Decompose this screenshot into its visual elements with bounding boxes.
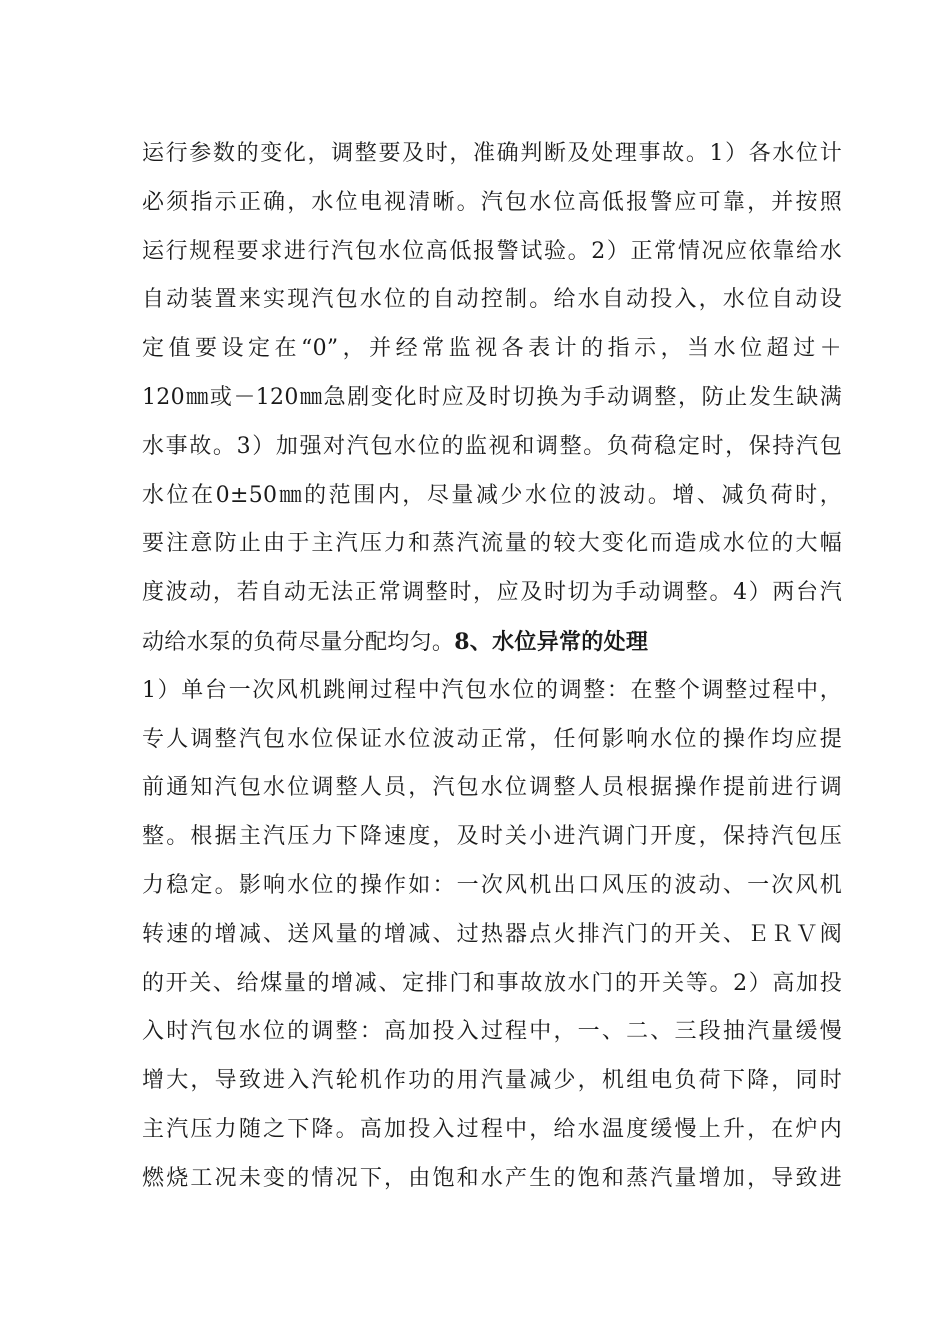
text-line: 主汽压力随之下降。高加投入过程中，给水温度缓慢上升，在炉内 xyxy=(142,1116,842,1142)
text-line: 运行参数的变化，调整要及时，准确判断及处理事故。1）各水位计 xyxy=(142,141,842,166)
text-line: 专人调整汽包水位保证水位波动正常，任何影响水位的操作均应提 xyxy=(142,726,842,752)
text-line: 前通知汽包水位调整人员，汽包水位调整人员根据操作提前进行调 xyxy=(142,775,842,801)
text-line: 入时汽包水位的调整：高加投入过程中，一、二、三段抽汽量缓慢 xyxy=(142,1019,842,1045)
body-text xyxy=(142,130,842,1204)
text-line: 力稳定。影响水位的操作如：一次风机出口风压的波动、一次风机 xyxy=(142,872,842,898)
text-line: 要注意防止由于主汽压力和蒸汽流量的较大变化而造成水位的大幅 xyxy=(142,531,842,557)
text-line: 水位在0±50㎜的范围内，尽量减少水位的波动。增、减负荷时， xyxy=(142,482,842,508)
text-line: 运行规程要求进行汽包水位高低报警试验。2）正常情况应依靠给水 xyxy=(142,238,842,264)
text-line: 整。根据主汽压力下降速度，及时关小进汽调门开度，保持汽包压 xyxy=(142,824,842,850)
text-line: 增大，导致进入汽轮机作功的用汽量减少，机组电负荷下降，同时 xyxy=(142,1068,842,1094)
text-line: 必须指示正确，水位电视清晰。汽包水位高低报警应可靠，并按照 xyxy=(142,189,842,215)
text-line: 自动装置来实现汽包水位的自动控制。给水自动投入，水位自动设 xyxy=(142,287,842,313)
text-line: 燃烧工况未变的情况下，由饱和水产生的饱和蒸汽量增加，导致进 xyxy=(142,1165,842,1191)
text-line: 转速的增减、送风量的增减、过热器点火排汽门的开关、ＥＲＶ阀 xyxy=(142,921,842,947)
text-line: 1）单台一次风机跳闸过程中汽包水位的调整：在整个调整过程中， xyxy=(142,677,842,703)
text-line: 的开关、给煤量的增减、定排门和事故放水门的开关等。2）高加投 xyxy=(142,970,842,996)
text-line: 120㎜或－120㎜急剧变化时应及时切换为手动调整，防止发生缺满 xyxy=(142,384,842,410)
text-line-with-heading xyxy=(142,618,842,667)
text-line: 定值要设定在“0”，并经常监视各表计的指示，当水位超过＋ xyxy=(142,336,842,362)
text-line: 水事故。3）加强对汽包水位的监视和调整。负荷稳定时，保持汽包 xyxy=(142,433,842,459)
text-line: 度波动，若自动无法正常调整时，应及时切为手动调整。4）两台汽 xyxy=(142,580,842,606)
section-heading: 8、水位异常的处理 xyxy=(454,628,649,655)
text-segment: 动给水泵的负荷尽量分配均匀。 xyxy=(142,629,455,655)
